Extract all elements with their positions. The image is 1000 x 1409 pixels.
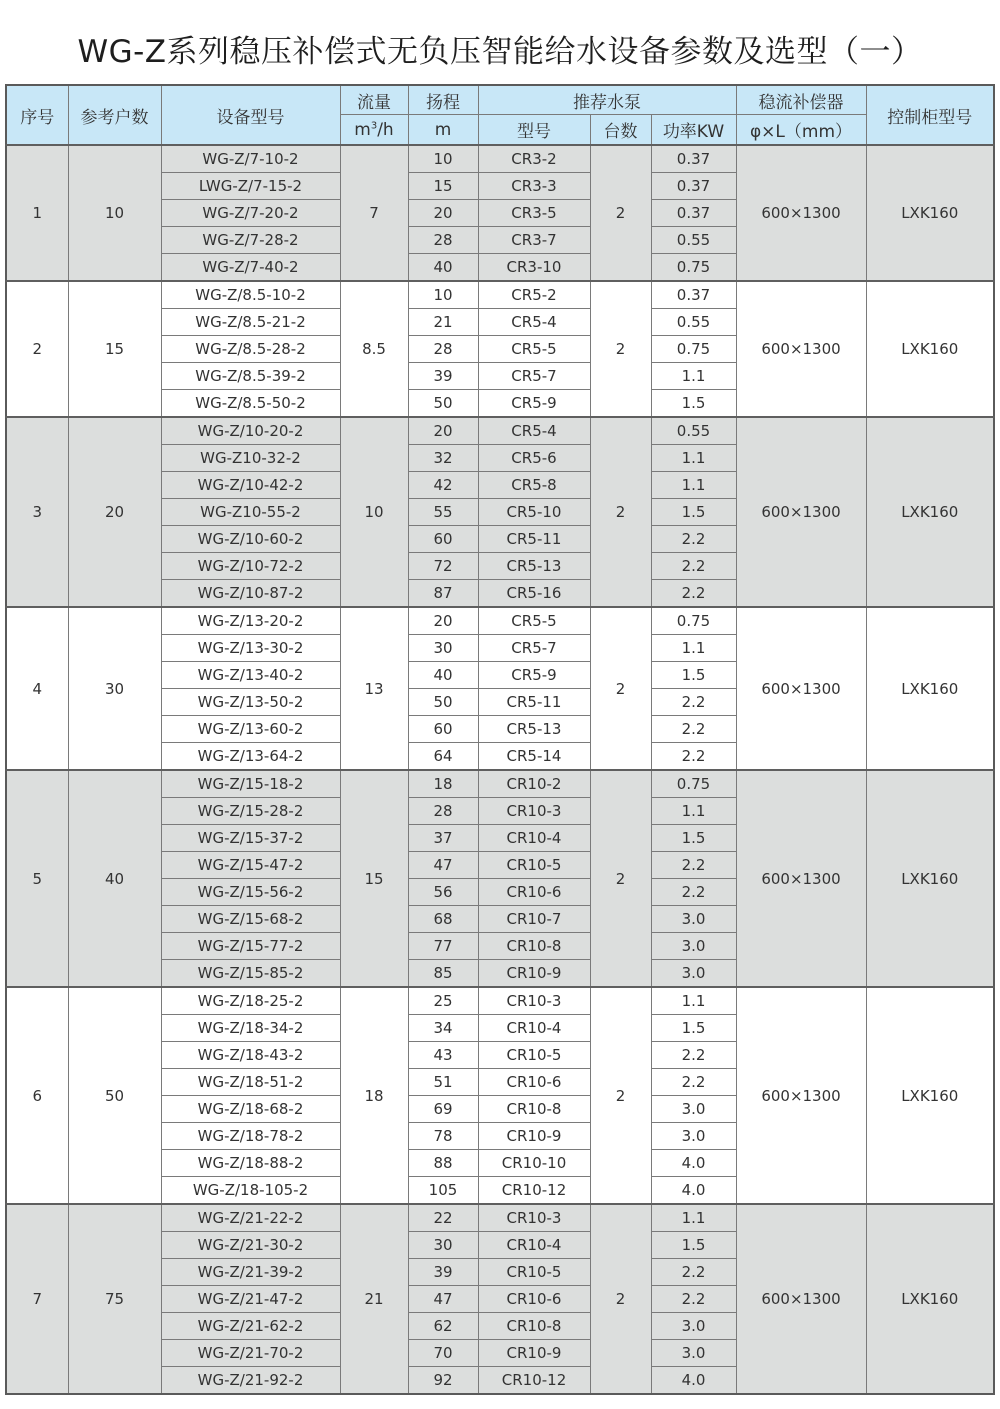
pump-model-cell: CR10-12 [478,1177,590,1205]
pump-power-cell: 1.1 [651,987,736,1015]
flow-cell: 18 [340,987,408,1204]
pump-power-cell: 3.0 [651,1096,736,1123]
cabinet-cell: LXK160 [866,281,994,417]
model-cell: WG-Z/8.5-39-2 [161,363,340,390]
pump-model-cell: CR5-4 [478,309,590,336]
head-cell: 56 [408,879,478,906]
pump-power-cell: 2.2 [651,580,736,608]
pump-model-cell: CR10-6 [478,1286,590,1313]
head-cell: 88 [408,1150,478,1177]
head-cell: 92 [408,1367,478,1395]
pump-power-cell: 3.0 [651,933,736,960]
model-cell: WG-Z/15-68-2 [161,906,340,933]
head-cell: 40 [408,662,478,689]
model-cell: WG-Z/8.5-21-2 [161,309,340,336]
seq-cell: 2 [6,281,68,417]
cabinet-cell: LXK160 [866,607,994,770]
table-row [6,987,994,1015]
pump-count-cell: 2 [590,145,651,281]
model-cell: WG-Z/15-18-2 [161,770,340,798]
pump-model-cell: CR10-10 [478,1150,590,1177]
pump-count-cell: 2 [590,607,651,770]
head-cell: 21 [408,309,478,336]
flow-cell: 13 [340,607,408,770]
model-cell: WG-Z10-55-2 [161,499,340,526]
head-cell: 87 [408,580,478,608]
pump-count-cell: 2 [590,281,651,417]
flow-cell: 8.5 [340,281,408,417]
pump-count-cell: 2 [590,987,651,1204]
pump-power-cell: 0.37 [651,281,736,309]
model-cell: WG-Z/13-50-2 [161,689,340,716]
head-cell: 34 [408,1015,478,1042]
pump-power-cell: 4.0 [651,1150,736,1177]
head-cell: 50 [408,689,478,716]
pump-power-cell: 2.2 [651,1259,736,1286]
model-cell: WG-Z/8.5-10-2 [161,281,340,309]
model-cell: WG-Z/8.5-28-2 [161,336,340,363]
head-cell: 39 [408,1259,478,1286]
flow-cell: 21 [340,1204,408,1394]
model-cell: WG-Z/10-72-2 [161,553,340,580]
head-cell: 60 [408,526,478,553]
seq-cell: 3 [6,417,68,607]
compensator-cell: 600×1300 [736,770,866,987]
seq-cell: 7 [6,1204,68,1394]
model-cell: WG-Z/18-88-2 [161,1150,340,1177]
head-cell: 68 [408,906,478,933]
seq-cell: 6 [6,987,68,1204]
head-cell: 39 [408,363,478,390]
pump-model-cell: CR10-8 [478,1096,590,1123]
model-cell: WG-Z/15-85-2 [161,960,340,988]
households-cell: 40 [68,770,161,987]
pump-model-cell: CR5-13 [478,716,590,743]
pump-count-cell: 2 [590,770,651,987]
head-cell: 28 [408,336,478,363]
pump-model-cell: CR10-9 [478,1340,590,1367]
pump-count-cell: 2 [590,417,651,607]
compensator-cell: 600×1300 [736,281,866,417]
model-cell: WG-Z/13-20-2 [161,607,340,635]
table-row [6,281,994,309]
pump-model-cell: CR5-9 [478,390,590,418]
pump-model-cell: CR5-2 [478,281,590,309]
households-cell: 20 [68,417,161,607]
pump-power-cell: 2.2 [651,1042,736,1069]
head-cell: 60 [408,716,478,743]
pump-model-cell: CR5-9 [478,662,590,689]
pump-power-cell: 1.5 [651,1232,736,1259]
header-seq: 序号 [6,85,68,145]
flow-cell: 7 [340,145,408,281]
pump-power-cell: 0.55 [651,417,736,445]
pump-power-cell: 1.5 [651,825,736,852]
model-cell: WG-Z/18-51-2 [161,1069,340,1096]
pump-model-cell: CR5-13 [478,553,590,580]
head-cell: 15 [408,173,478,200]
model-cell: WG-Z/21-62-2 [161,1313,340,1340]
pump-model-cell: CR10-9 [478,1123,590,1150]
model-cell: WG-Z/15-37-2 [161,825,340,852]
pump-model-cell: CR10-9 [478,960,590,988]
model-cell: WG-Z/7-40-2 [161,254,340,282]
pump-power-cell: 0.37 [651,173,736,200]
cabinet-cell: LXK160 [866,987,994,1204]
pump-model-cell: CR5-5 [478,336,590,363]
pump-model-cell: CR10-12 [478,1367,590,1395]
pump-model-cell: CR10-2 [478,770,590,798]
pump-power-cell: 2.2 [651,689,736,716]
pump-power-cell: 2.2 [651,716,736,743]
model-cell: WG-Z/13-40-2 [161,662,340,689]
cabinet-cell: LXK160 [866,417,994,607]
seq-cell: 5 [6,770,68,987]
head-cell: 20 [408,417,478,445]
head-cell: 40 [408,254,478,282]
pump-model-cell: CR10-5 [478,852,590,879]
model-cell: WG-Z/13-30-2 [161,635,340,662]
pump-power-cell: 0.75 [651,336,736,363]
head-cell: 10 [408,281,478,309]
head-cell: 85 [408,960,478,988]
pump-model-cell: CR5-7 [478,363,590,390]
pump-model-cell: CR10-3 [478,798,590,825]
header-compensator: 稳流补偿器 [736,85,866,115]
pump-power-cell: 1.1 [651,472,736,499]
head-cell: 47 [408,1286,478,1313]
pump-power-cell: 1.5 [651,662,736,689]
pump-model-cell: CR10-7 [478,906,590,933]
cabinet-cell: LXK160 [866,145,994,281]
model-cell: WG-Z/18-105-2 [161,1177,340,1205]
pump-power-cell: 3.0 [651,906,736,933]
pump-power-cell: 2.2 [651,1286,736,1313]
pump-model-cell: CR10-4 [478,825,590,852]
model-cell: WG-Z/13-60-2 [161,716,340,743]
model-cell: WG-Z/18-68-2 [161,1096,340,1123]
model-cell: WG-Z/18-43-2 [161,1042,340,1069]
pump-model-cell: CR3-10 [478,254,590,282]
pump-model-cell: CR3-3 [478,173,590,200]
pump-power-cell: 4.0 [651,1367,736,1395]
model-cell: WG-Z/7-28-2 [161,227,340,254]
pump-power-cell: 2.2 [651,852,736,879]
head-cell: 20 [408,607,478,635]
model-cell: WG-Z/21-22-2 [161,1204,340,1232]
pump-power-cell: 3.0 [651,1313,736,1340]
flow-cell: 10 [340,417,408,607]
model-cell: WG-Z/10-60-2 [161,526,340,553]
households-cell: 30 [68,607,161,770]
head-cell: 20 [408,200,478,227]
pump-power-cell: 1.1 [651,635,736,662]
pump-power-cell: 2.2 [651,1069,736,1096]
pump-model-cell: CR10-8 [478,933,590,960]
pump-power-cell: 0.55 [651,309,736,336]
header-pump-power: 功率KW [651,115,736,146]
households-cell: 50 [68,987,161,1204]
model-cell: WG-Z/21-47-2 [161,1286,340,1313]
pump-model-cell: CR3-5 [478,200,590,227]
pump-power-cell: 0.37 [651,200,736,227]
pump-power-cell: 1.5 [651,390,736,418]
pump-model-cell: CR10-6 [478,879,590,906]
head-cell: 64 [408,743,478,771]
model-cell: WG-Z/7-10-2 [161,145,340,173]
head-cell: 32 [408,445,478,472]
compensator-cell: 600×1300 [736,417,866,607]
head-cell: 28 [408,798,478,825]
head-cell: 43 [408,1042,478,1069]
head-cell: 51 [408,1069,478,1096]
table-row [6,607,994,635]
head-cell: 30 [408,635,478,662]
spec-table [5,84,995,1395]
head-cell: 18 [408,770,478,798]
header-head-unit: m [408,115,478,146]
pump-power-cell: 3.0 [651,960,736,988]
pump-model-cell: CR10-3 [478,1204,590,1232]
head-cell: 30 [408,1232,478,1259]
pump-model-cell: CR5-10 [478,499,590,526]
pump-model-cell: CR5-4 [478,417,590,445]
pump-power-cell: 0.37 [651,145,736,173]
households-cell: 15 [68,281,161,417]
pump-power-cell: 0.75 [651,607,736,635]
table-body [6,145,994,1394]
header-compensator-unit: φ×L（mm） [736,115,866,146]
pump-model-cell: CR10-4 [478,1232,590,1259]
head-cell: 10 [408,145,478,173]
model-cell: WG-Z/21-30-2 [161,1232,340,1259]
pump-power-cell: 1.1 [651,798,736,825]
head-cell: 72 [408,553,478,580]
model-cell: WG-Z/15-28-2 [161,798,340,825]
pump-count-cell: 2 [590,1204,651,1394]
model-cell: WG-Z/21-39-2 [161,1259,340,1286]
pump-power-cell: 2.2 [651,879,736,906]
compensator-cell: 600×1300 [736,987,866,1204]
model-cell: WG-Z/18-34-2 [161,1015,340,1042]
model-cell: WG-Z/10-42-2 [161,472,340,499]
pump-power-cell: 0.55 [651,227,736,254]
pump-power-cell: 1.1 [651,445,736,472]
households-cell: 75 [68,1204,161,1394]
head-cell: 69 [408,1096,478,1123]
pump-model-cell: CR3-2 [478,145,590,173]
header-pump-count: 台数 [590,115,651,146]
cabinet-cell: LXK160 [866,770,994,987]
head-cell: 22 [408,1204,478,1232]
model-cell: WG-Z/21-92-2 [161,1367,340,1395]
model-cell: WG-Z10-32-2 [161,445,340,472]
pump-power-cell: 4.0 [651,1177,736,1205]
head-cell: 77 [408,933,478,960]
cabinet-cell: LXK160 [866,1204,994,1394]
pump-model-cell: CR5-5 [478,607,590,635]
header-pump-model: 型号 [478,115,590,146]
model-cell: WG-Z/8.5-50-2 [161,390,340,418]
table-row [6,1204,994,1232]
model-cell: WG-Z/10-20-2 [161,417,340,445]
pump-model-cell: CR5-8 [478,472,590,499]
pump-model-cell: CR10-8 [478,1313,590,1340]
model-cell: WG-Z/18-78-2 [161,1123,340,1150]
header-model: 设备型号 [161,85,340,145]
model-cell: WG-Z/18-25-2 [161,987,340,1015]
pump-power-cell: 1.5 [651,499,736,526]
pump-model-cell: CR5-11 [478,689,590,716]
header-head: 扬程 [408,85,478,115]
head-cell: 47 [408,852,478,879]
compensator-cell: 600×1300 [736,1204,866,1394]
pump-model-cell: CR5-16 [478,580,590,608]
table-row [6,770,994,798]
model-cell: WG-Z/21-70-2 [161,1340,340,1367]
model-cell: WG-Z/7-20-2 [161,200,340,227]
head-cell: 78 [408,1123,478,1150]
pump-power-cell: 0.75 [651,770,736,798]
compensator-cell: 600×1300 [736,145,866,281]
model-cell: WG-Z/15-56-2 [161,879,340,906]
head-cell: 50 [408,390,478,418]
table-row [6,417,994,445]
head-cell: 105 [408,1177,478,1205]
header-flow-unit: $m^3/h$ [340,115,408,146]
table-row [6,145,994,173]
pump-power-cell: 2.2 [651,526,736,553]
pump-model-cell: CR5-7 [478,635,590,662]
pump-power-cell: 3.0 [651,1123,736,1150]
pump-model-cell: CR3-7 [478,227,590,254]
model-cell: LWG-Z/7-15-2 [161,173,340,200]
households-cell: 10 [68,145,161,281]
page-title: WG-Z系列稳压补偿式无负压智能给水设备参数及选型（一） [77,34,923,70]
model-cell: WG-Z/13-64-2 [161,743,340,771]
model-cell: WG-Z/10-87-2 [161,580,340,608]
head-cell: 70 [408,1340,478,1367]
compensator-cell: 600×1300 [736,607,866,770]
header-cabinet: 控制柜型号 [866,85,994,145]
pump-model-cell: CR5-14 [478,743,590,771]
pump-model-cell: CR10-3 [478,987,590,1015]
pump-power-cell: 1.5 [651,1015,736,1042]
pump-model-cell: CR10-6 [478,1069,590,1096]
header-households: 参考户数 [68,85,161,145]
pump-power-cell: 3.0 [651,1340,736,1367]
table-header [6,85,994,145]
flow-cell: 15 [340,770,408,987]
head-cell: 25 [408,987,478,1015]
header-flow: 流量 [340,85,408,115]
pump-power-cell: 1.1 [651,1204,736,1232]
pump-model-cell: CR10-4 [478,1015,590,1042]
model-cell: WG-Z/15-77-2 [161,933,340,960]
head-cell: 42 [408,472,478,499]
head-cell: 37 [408,825,478,852]
head-cell: 55 [408,499,478,526]
pump-model-cell: CR5-11 [478,526,590,553]
pump-model-cell: CR10-5 [478,1259,590,1286]
pump-power-cell: 2.2 [651,743,736,771]
pump-power-cell: 1.1 [651,363,736,390]
model-cell: WG-Z/15-47-2 [161,852,340,879]
head-cell: 28 [408,227,478,254]
seq-cell: 4 [6,607,68,770]
head-cell: 62 [408,1313,478,1340]
pump-power-cell: 2.2 [651,553,736,580]
pump-model-cell: CR10-5 [478,1042,590,1069]
seq-cell: 1 [6,145,68,281]
pump-model-cell: CR5-6 [478,445,590,472]
pump-power-cell: 0.75 [651,254,736,282]
header-pump: 推荐水泵 [478,85,736,115]
